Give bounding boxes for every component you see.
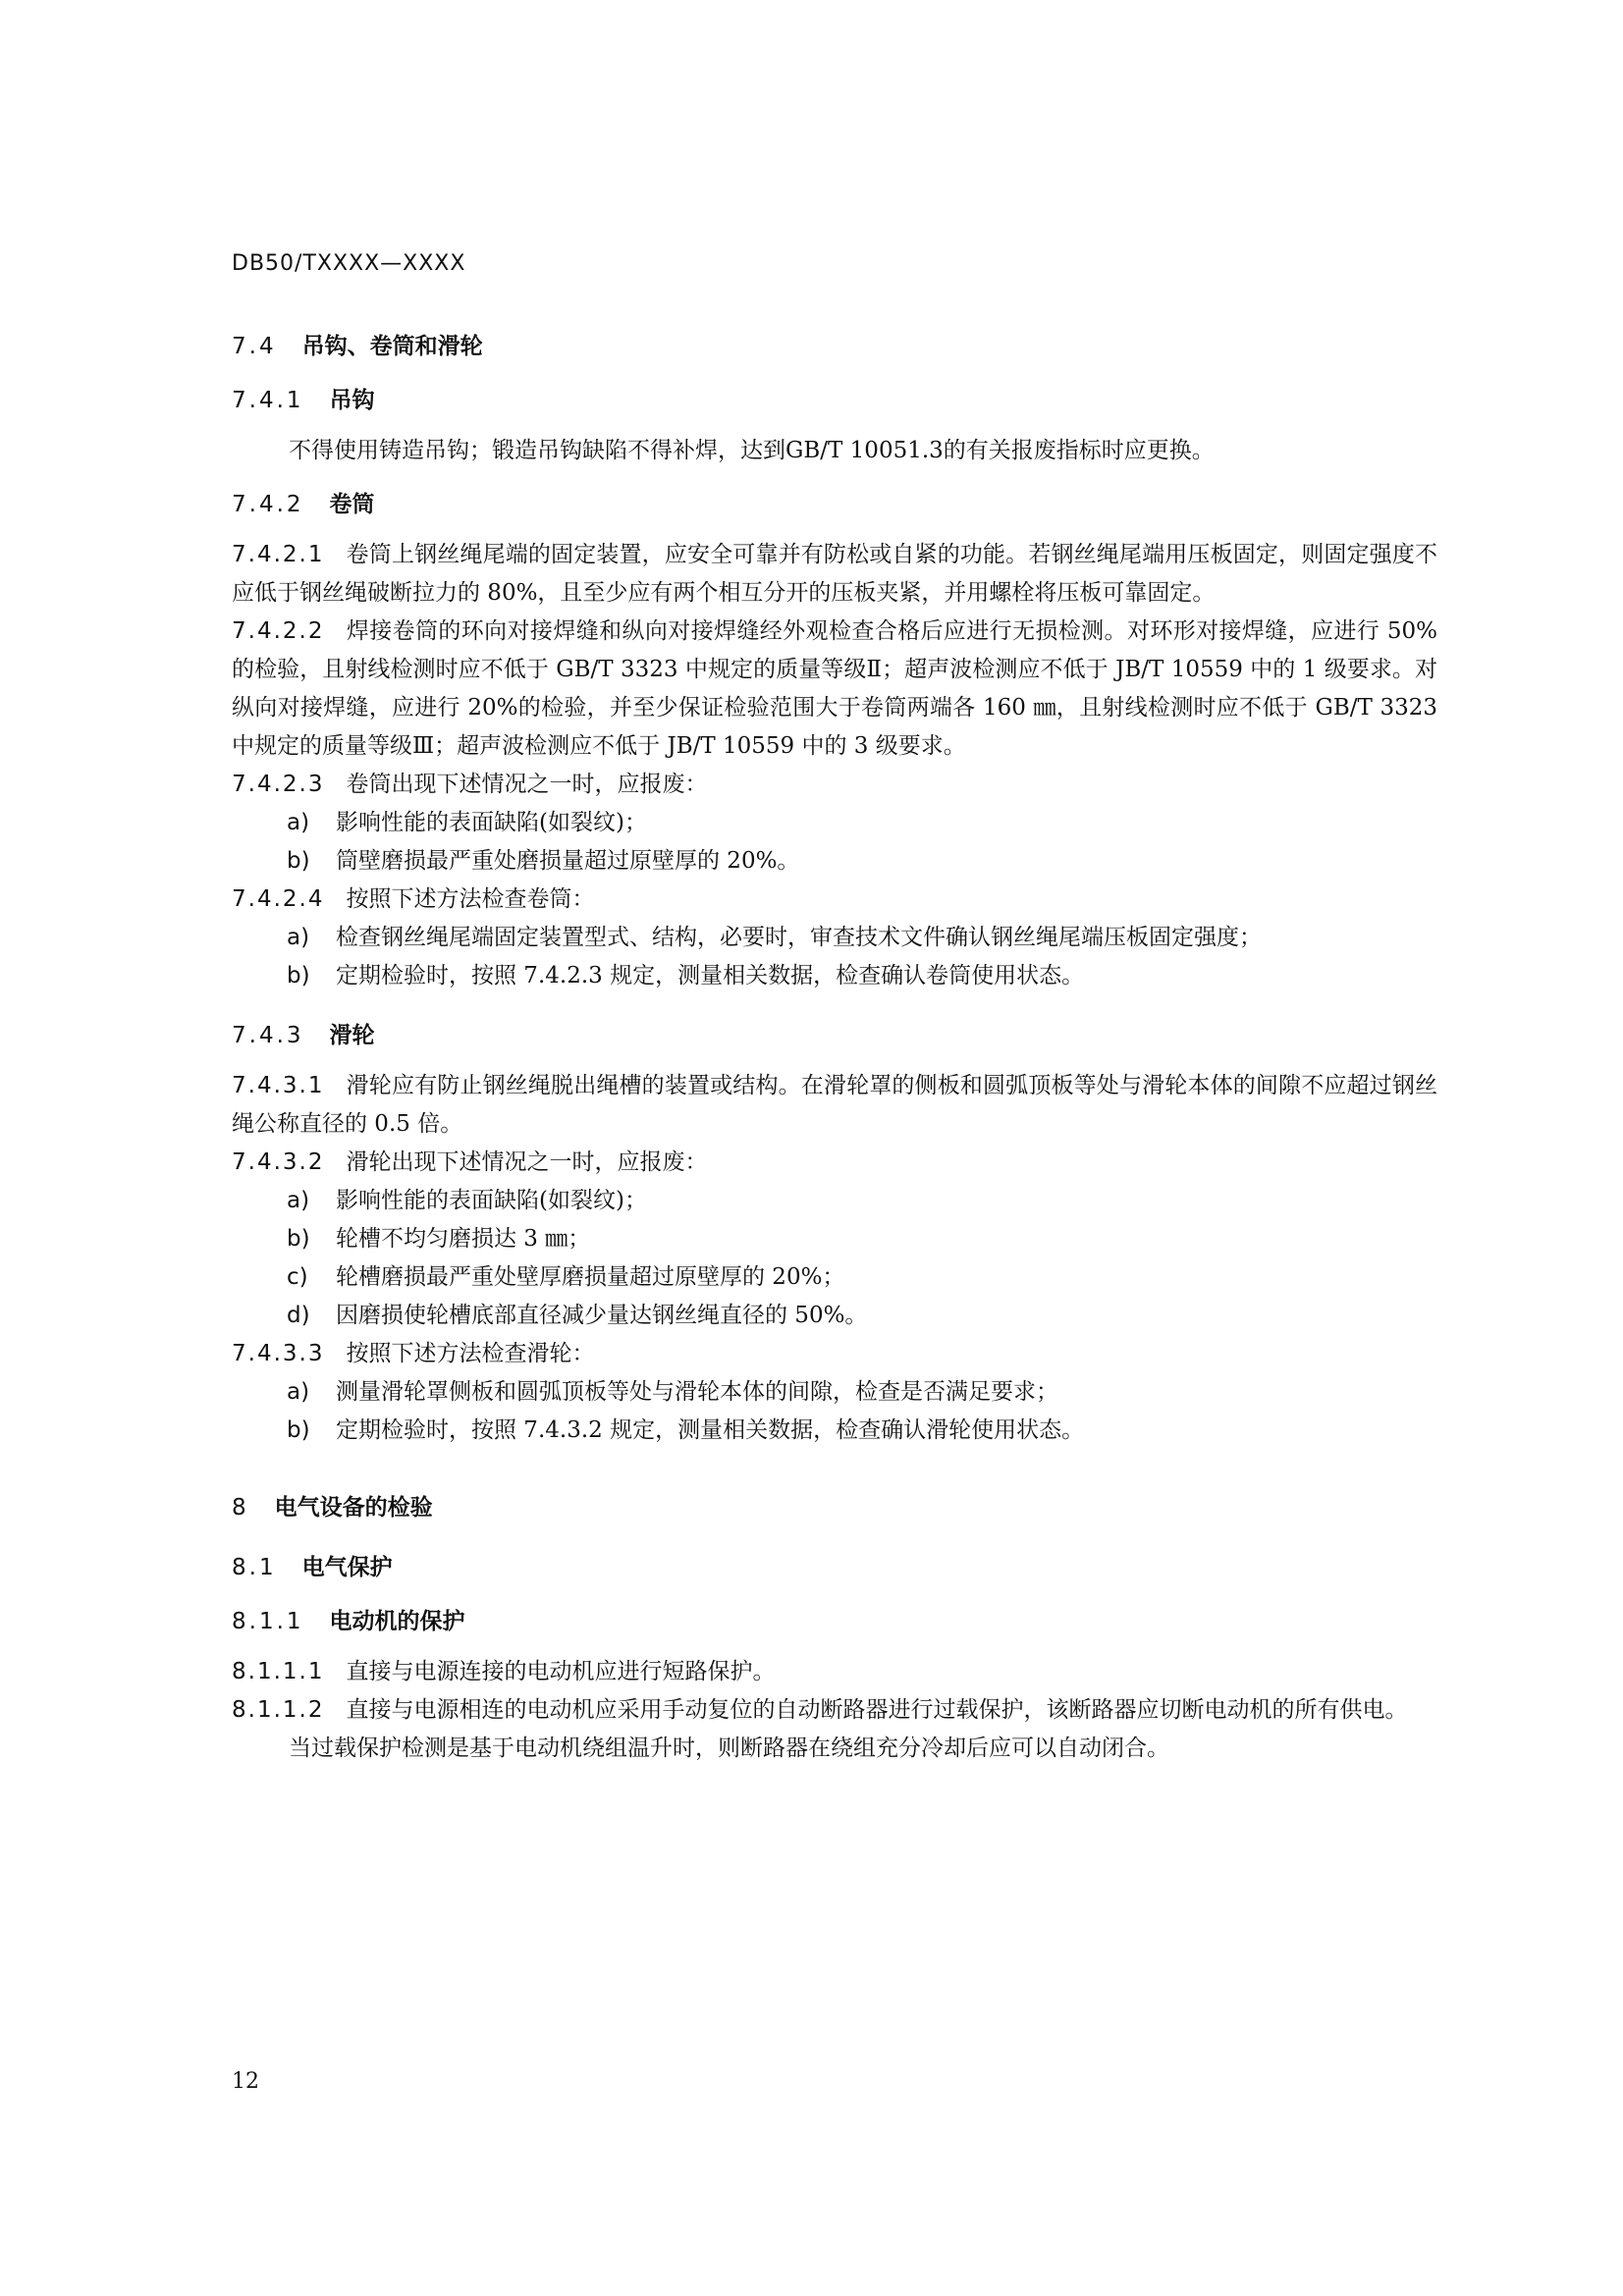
list-text: 定期检验时，按照 7.4.2.3 规定，测量相关数据，检查确认卷筒使用状态。 [336,963,1085,988]
clause-text: 卷筒出现下述情况之一时，应报废： [346,772,708,797]
clause-number: 7.4.2.2 [232,618,325,644]
section-heading-7-4-2 [232,486,1437,518]
paragraph-overload-note: 当过载保护检测是基于电动机绕组温升时，则断路器在绕组充分冷却后应可以自动闭合。 [289,1735,1169,1761]
clause-text: 直接与电源相连的电动机应采用手动复位的自动断路器进行过载保护，该断路器应切断电动机的所有供电。 [346,1697,1408,1723]
list-text: 检查钢丝绳尾端固定装置型式、结构，必要时，审查技术文件确认钢丝绳尾端压板固定强度； [336,925,1262,950]
list-item [232,1373,1437,1412]
clause-7-4-3-1 [232,1067,1437,1144]
list-text: 定期检验时，按照 7.4.3.2 规定，测量相关数据，检查确认滑轮使用状态。 [336,1417,1085,1443]
clause-number: 8.1.1.1 [232,1659,325,1684]
section-heading-8-1-1 [232,1603,1437,1635]
section-title: 电动机的保护 [329,1609,465,1634]
clause-number: 7.4.3.3 [232,1341,325,1366]
paragraph-hook-requirement: 不得使用铸造吊钩；锻造吊钩缺陷不得补焊，达到GB/T 10051.3的有关报废指标时应更换。 [289,438,1215,463]
list-marker: a) [287,1379,310,1405]
section-heading-7-4-1 [232,382,1437,414]
list-marker: a) [287,925,310,950]
list-marker: c) [287,1264,308,1290]
list-text: 轮槽不均匀磨损达 3 ㎜； [336,1226,591,1252]
section-title: 卷筒 [329,492,375,517]
list-item [232,1182,1437,1220]
clause-8-1-1-1 [232,1653,1437,1691]
clause-text: 焊接卷筒的环向对接焊缝和纵向对接焊缝经外观检查合格后应进行无损检测。对环形对接焊缝，应进行 50%的检验，且射线检测时应不低于 GB/T 3323 中规定的质量等级Ⅱ；超声波检测应不低于 JB/T 10559 中的 1 级要求。对纵向对接焊缝，应进行 20%的检验，并至少保证检验范围大于卷筒两端各 160 ㎜，且射线检测时应不低于 GB/T 3323 中规定的质量等级Ⅲ；超声波检测应不低于 JB/T 10559 中的 3 级要求。 [232,618,1437,759]
list-text: 筒壁磨损最严重处磨损量超过原壁厚的 20%。 [336,848,800,874]
list-item [232,842,1437,881]
section-title: 电气设备的检验 [274,1495,433,1521]
section-title: 吊钩 [329,388,375,413]
section-title: 吊钩、卷筒和滑轮 [301,334,483,359]
page-number: 12 [232,2069,259,2094]
list-text: 影响性能的表面缺陷(如裂纹)； [336,1188,647,1213]
list-text: 影响性能的表面缺陷(如裂纹)； [336,810,647,835]
clause-7-4-3-3 [232,1335,1437,1373]
clause-7-4-3-2 [232,1144,1437,1182]
document-code-header: DB50/TXXXX—XXXX [232,251,466,276]
section-number: 8 [232,1495,249,1521]
list-marker: b) [287,848,310,874]
list-item [232,957,1437,995]
list-item [232,804,1437,842]
list-item [232,1258,1437,1297]
list-marker: b) [287,1226,310,1252]
section-number: 7.4 [232,334,277,359]
list-text: 因磨损使轮槽底部直径减少量达钢丝绳直径的 50%。 [336,1303,868,1328]
section-number: 7.4.1 [232,388,304,413]
section-number: 7.4.2 [232,492,304,517]
list-marker: b) [287,963,310,988]
clause-7-4-2-4 [232,881,1437,919]
clause-number: 7.4.2.3 [232,772,325,797]
clause-7-4-2-2 [232,613,1437,766]
list-marker: a) [287,1188,310,1213]
list-item [232,1220,1437,1258]
document-body [232,312,1437,1780]
clause-number: 8.1.1.2 [232,1697,325,1723]
list-text: 测量滑轮罩侧板和圆弧顶板等处与滑轮本体的间隙，检查是否满足要求； [336,1379,1058,1405]
section-heading-7-4 [232,328,1437,360]
clause-8-1-1-2 [232,1691,1437,1730]
list-marker: a) [287,810,310,835]
section-number: 8.1 [232,1555,277,1580]
clause-text: 滑轮出现下述情况之一时，应报废： [346,1149,708,1175]
section-number: 7.4.3 [232,1023,304,1048]
clause-7-4-2-1 [232,536,1437,613]
list-item [232,919,1437,957]
clause-7-4-2-3 [232,766,1437,804]
section-heading-8-1 [232,1549,1437,1581]
list-marker: d) [287,1303,310,1328]
clause-number: 7.4.3.2 [232,1149,325,1175]
clause-text: 直接与电源连接的电动机应进行短路保护。 [346,1659,776,1684]
clause-text: 按照下述方法检查卷筒： [346,886,595,912]
clause-text: 卷筒上钢丝绳尾端的固定装置，应安全可靠并有防松或自紧的功能。若钢丝绳尾端用压板固定，则固定强度不应低于钢丝绳破断拉力的 80%，且至少应有两个相互分开的压板夹紧，并用螺栓将压板可靠固定。 [232,542,1437,606]
section-heading-8 [232,1489,1437,1522]
list-text: 轮槽磨损最严重处壁厚磨损量超过原壁厚的 20%； [336,1264,845,1290]
clause-number: 7.4.2.4 [232,886,325,912]
clause-number: 7.4.2.1 [232,542,325,567]
list-marker: b) [287,1417,310,1443]
section-title: 电气保护 [301,1555,393,1580]
clause-text: 滑轮应有防止钢丝绳脱出绳槽的装置或结构。在滑轮罩的侧板和圆弧顶板等处与滑轮本体的间隙不应超过钢丝绳公称直径的 0.5 倍。 [232,1073,1437,1137]
section-title: 滑轮 [329,1023,375,1048]
list-item [232,1412,1437,1450]
section-number: 8.1.1 [232,1609,304,1634]
clause-number: 7.4.3.1 [232,1073,325,1098]
section-heading-7-4-3 [232,1017,1437,1049]
list-item [232,1297,1437,1335]
clause-text: 按照下述方法检查滑轮： [346,1341,595,1366]
